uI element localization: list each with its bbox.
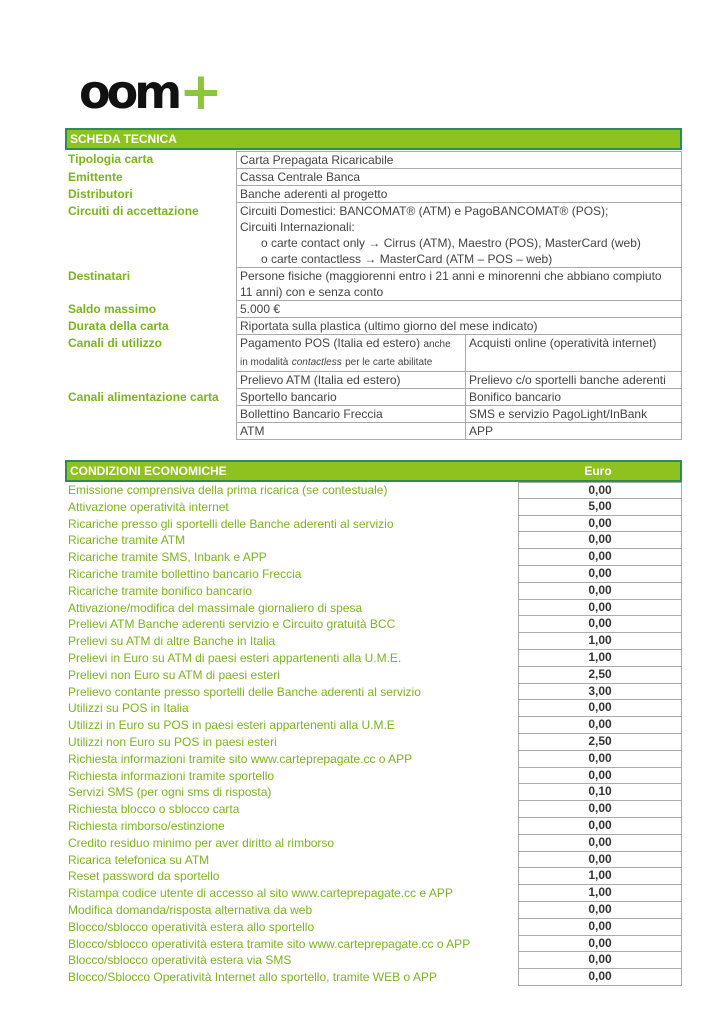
table-row bbox=[65, 852, 682, 869]
row-alimentazione-3 bbox=[65, 423, 682, 440]
row-saldo bbox=[65, 301, 682, 318]
canale-pos-modalita: in modalità bbox=[240, 357, 289, 368]
condition-label: Utilizzi su POS in Italia bbox=[68, 701, 189, 716]
alimentazione-bonifico: Bonifico bancario bbox=[466, 389, 682, 406]
canale-sportelli: Prelievo c/o sportelli banche aderenti bbox=[466, 372, 682, 389]
condition-label: Richiesta rimborso/estinzione bbox=[68, 818, 225, 833]
condition-value: 2,50 bbox=[518, 667, 682, 684]
condition-label: Utilizzi non Euro su POS in paesi esteri bbox=[68, 734, 277, 749]
table-row bbox=[65, 919, 682, 936]
alimentazione-grid-3 bbox=[236, 423, 682, 440]
label-alimentazione: Canali alimentazione carta bbox=[68, 390, 219, 404]
row-emittente bbox=[65, 169, 682, 186]
label-destinatari: Destinatari bbox=[68, 269, 131, 283]
condition-value: 0,00 bbox=[518, 549, 682, 566]
row-durata bbox=[65, 318, 682, 335]
table-row bbox=[65, 717, 682, 734]
table-row bbox=[65, 768, 682, 785]
condition-value: 0,00 bbox=[518, 516, 682, 533]
row-distributori bbox=[65, 186, 682, 203]
table-row bbox=[65, 667, 682, 684]
label-circuiti: Circuiti di accettazione bbox=[68, 204, 199, 218]
label-spacer bbox=[65, 423, 236, 440]
label-saldo: Saldo massimo bbox=[68, 302, 157, 316]
condition-label: Ricariche tramite ATM bbox=[68, 533, 186, 548]
condition-value: 0,00 bbox=[518, 936, 682, 953]
canale-pos-main: Pagamento POS (Italia ed estero) bbox=[240, 336, 421, 350]
value-saldo: 5.000 € bbox=[236, 301, 682, 318]
canale-pos-abilitate: per le carte abilitate bbox=[345, 357, 433, 368]
condition-value: 0,00 bbox=[518, 482, 682, 499]
alimentazione-grid-1 bbox=[236, 389, 682, 406]
table-row bbox=[65, 499, 682, 516]
row-destinatari bbox=[65, 268, 682, 301]
condition-label: Attivazione/modifica del massimale giornaliero di spesa bbox=[68, 600, 363, 615]
condition-value: 0,00 bbox=[518, 835, 682, 852]
label-tipologia: Tipologia carta bbox=[68, 152, 154, 166]
condition-label: Richiesta informazioni tramite sportello bbox=[68, 768, 275, 783]
canale-pos bbox=[236, 335, 466, 372]
condition-label: Ricariche presso gli sportelli delle Banche aderenti al servizio bbox=[68, 516, 394, 531]
table-row bbox=[65, 868, 682, 885]
value-durata: Riportata sulla plastica (ultimo giorno del mese indicato) bbox=[236, 318, 682, 335]
canale-atm: Prelievo ATM (Italia ed estero) bbox=[236, 372, 466, 389]
table-row bbox=[65, 885, 682, 902]
circuiti-domestici: Circuiti Domestici: BANCOMAT® (ATM) e PagoBANCOMAT® (POS); bbox=[240, 204, 609, 218]
table-row bbox=[65, 700, 682, 717]
label-spacer bbox=[65, 372, 236, 389]
condition-label: Blocco/sblocco operatività estera via SMS bbox=[68, 953, 292, 968]
condition-label: Reset password da sportello bbox=[68, 869, 220, 884]
row-alimentazione-1 bbox=[65, 389, 682, 406]
row-canali-atm bbox=[65, 372, 682, 389]
table-row bbox=[65, 784, 682, 801]
condition-value: 0,00 bbox=[518, 969, 682, 986]
condition-label: Ricariche tramite SMS, Inbank e APP bbox=[68, 550, 267, 565]
canali-utilizzo-grid bbox=[236, 335, 682, 372]
condition-value: 1,00 bbox=[518, 633, 682, 650]
alimentazione-app: APP bbox=[466, 423, 682, 440]
condition-label: Prelievi non Euro su ATM di paesi esteri bbox=[68, 667, 280, 682]
economic-conditions-header bbox=[65, 460, 682, 482]
canale-online: Acquisti online (operatività internet) bbox=[466, 335, 682, 372]
table-row bbox=[65, 734, 682, 751]
alimentazione-bollettino: Bollettino Bancario Freccia bbox=[236, 406, 466, 423]
table-row bbox=[65, 600, 682, 617]
alimentazione-atm: ATM bbox=[236, 423, 466, 440]
value-tipologia: Carta Prepagata Ricaricabile bbox=[236, 151, 682, 169]
table-row bbox=[65, 684, 682, 701]
table-row bbox=[65, 650, 682, 667]
condition-value: 0,00 bbox=[518, 751, 682, 768]
row-tipologia bbox=[65, 151, 682, 169]
condition-label: Emissione comprensiva della prima ricarica (se contestuale) bbox=[68, 483, 388, 497]
value-destinatari bbox=[236, 268, 682, 301]
condition-label: Ricariche tramite bollettino bancario Freccia bbox=[68, 566, 302, 581]
condition-label: Ristampa codice utente di accesso al sito www.carteprepagate.cc e APP bbox=[68, 886, 453, 901]
condition-label: Attivazione operatività internet bbox=[68, 499, 229, 514]
condition-value: 5,00 bbox=[518, 499, 682, 516]
row-canali-utilizzo bbox=[65, 335, 682, 372]
brand-logo bbox=[79, 62, 223, 122]
condition-value: 0,00 bbox=[518, 801, 682, 818]
condition-value: 0,00 bbox=[518, 717, 682, 734]
condition-value: 0,10 bbox=[518, 784, 682, 801]
condition-label: Blocco/sblocco operatività estera allo sportello bbox=[68, 919, 315, 934]
condition-label: Modifica domanda/risposta alternativa da web bbox=[68, 902, 313, 917]
condition-label: Richiesta informazioni tramite sito www.carteprepagate.cc o APP bbox=[68, 751, 413, 766]
table-row bbox=[65, 902, 682, 919]
value-distributori: Banche aderenti al progetto bbox=[236, 186, 682, 203]
condition-value: 0,00 bbox=[518, 818, 682, 835]
condition-value: 0,00 bbox=[518, 768, 682, 785]
condition-label: Credito residuo minimo per aver diritto al rimborso bbox=[68, 835, 335, 850]
table-row bbox=[65, 801, 682, 818]
logo-text: oom bbox=[79, 65, 179, 119]
value-emittente: Cassa Centrale Banca bbox=[236, 169, 682, 186]
table-row bbox=[65, 952, 682, 969]
label-spacer bbox=[65, 406, 236, 423]
destinatari-line-1: Persone fisiche (maggiorenni entro i 21 anni e minorenni che abbiano compiuto bbox=[240, 269, 662, 283]
economic-conditions-rows bbox=[65, 482, 682, 986]
condition-value: 0,00 bbox=[518, 952, 682, 969]
condition-label: Prelievi in Euro su ATM di paesi esteri appartenenti alla U.M.E. bbox=[68, 650, 402, 665]
condition-label: Ricariche tramite bonifico bancario bbox=[68, 583, 253, 598]
condition-value: 2,50 bbox=[518, 734, 682, 751]
alimentazione-sportello: Sportello bancario bbox=[236, 389, 466, 406]
circuiti-contactless: o carte contactless → MasterCard (ATM – POS – web) bbox=[261, 252, 553, 266]
condition-value: 3,00 bbox=[518, 684, 682, 701]
canale-pos-contactless: contactless bbox=[291, 357, 342, 368]
economic-conditions bbox=[65, 460, 682, 986]
logo-plus-icon: + bbox=[179, 62, 223, 122]
condition-value: 0,00 bbox=[518, 616, 682, 633]
technical-sheet-header: SCHEDA TECNICA bbox=[65, 128, 682, 150]
condition-label: Blocco/sblocco operatività estera tramite sito www.carteprepagate.cc o APP bbox=[68, 936, 471, 951]
label-distributori: Distributori bbox=[68, 187, 133, 201]
condition-value: 0,00 bbox=[518, 919, 682, 936]
condition-label: Prelievo contante presso sportelli delle Banche aderenti al servizio bbox=[68, 684, 421, 699]
condition-value: 0,00 bbox=[518, 583, 682, 600]
condition-label: Servizi SMS (per ogni sms di risposta) bbox=[68, 785, 272, 800]
circuiti-contact-only: o carte contact only → Cirrus (ATM), Maestro (POS), MasterCard (web) bbox=[261, 236, 641, 250]
condition-value: 0,00 bbox=[518, 600, 682, 617]
condition-value: 0,00 bbox=[518, 566, 682, 583]
label-durata: Durata della carta bbox=[68, 319, 169, 333]
canali-atm-grid bbox=[236, 372, 682, 389]
value-circuiti bbox=[236, 203, 682, 268]
condition-value: 0,00 bbox=[518, 852, 682, 869]
table-row bbox=[65, 566, 682, 583]
alimentazione-grid-2 bbox=[236, 406, 682, 423]
label-emittente: Emittente bbox=[68, 170, 123, 184]
table-row bbox=[65, 936, 682, 953]
row-alimentazione-2 bbox=[65, 406, 682, 423]
condition-value: 0,00 bbox=[518, 902, 682, 919]
table-row bbox=[65, 633, 682, 650]
table-row bbox=[65, 516, 682, 533]
table-row bbox=[65, 835, 682, 852]
table-row bbox=[65, 549, 682, 566]
table-row bbox=[65, 751, 682, 768]
condition-label: Blocco/Sblocco Operatività Internet allo sportello, tramite WEB o APP bbox=[68, 970, 437, 985]
table-row bbox=[65, 482, 682, 499]
canale-pos-anche: anche bbox=[423, 339, 451, 350]
condition-value: 1,00 bbox=[518, 650, 682, 667]
economic-conditions-title: CONDIZIONI ECONOMICHE bbox=[70, 464, 227, 478]
table-row bbox=[65, 969, 682, 986]
technical-sheet bbox=[65, 128, 682, 440]
table-row bbox=[65, 818, 682, 835]
table-row bbox=[65, 532, 682, 549]
circuiti-internazionali: Circuiti Internazionali: bbox=[240, 220, 355, 234]
destinatari-line-2: 11 anni) con e senza conto bbox=[240, 285, 384, 299]
currency-header: Euro bbox=[584, 464, 612, 478]
label-canali-utilizzo: Canali di utilizzo bbox=[68, 336, 163, 350]
condition-value: 0,00 bbox=[518, 700, 682, 717]
condition-label: Ricarica telefonica su ATM bbox=[68, 852, 210, 867]
condition-value: 1,00 bbox=[518, 885, 682, 902]
condition-label: Prelievi ATM Banche aderenti servizio e Circuito gratuità BCC bbox=[68, 617, 396, 632]
table-row bbox=[65, 583, 682, 600]
condition-value: 0,00 bbox=[518, 532, 682, 549]
table-row bbox=[65, 616, 682, 633]
condition-label: Richiesta blocco o sblocco carta bbox=[68, 802, 240, 817]
condition-label: Utilizzi in Euro su POS in paesi esteri appartenenti alla U.M.E bbox=[68, 718, 395, 733]
row-circuiti bbox=[65, 203, 682, 268]
condition-label: Prelievi su ATM di altre Banche in Italia bbox=[68, 634, 276, 649]
condition-value: 1,00 bbox=[518, 868, 682, 885]
alimentazione-sms: SMS e servizio PagoLight/InBank bbox=[466, 406, 682, 423]
